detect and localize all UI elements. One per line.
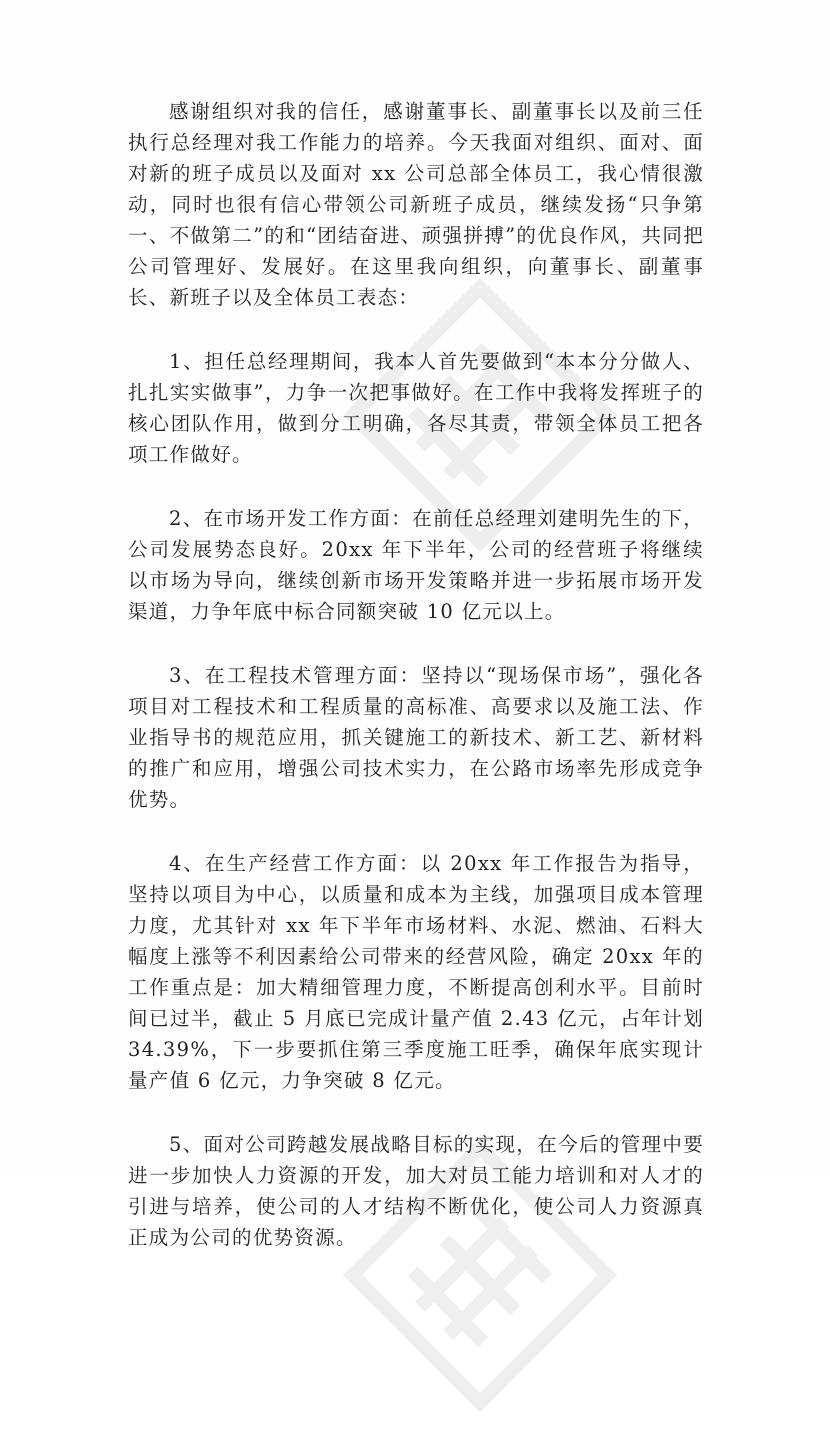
- paragraph-intro: 感谢组织对我的信任，感谢董事长、副董事长以及前三任执行总经理对我工作能力的培养。今天我面对组织、面对、面对新的班子成员以及面对 xx 公司总部全体员工，我心情很激动，同时也很有信心带领公司新班子成员，继续发扬“只争第一、不做第二”的和“团结奋进、顽强拼搏”的优良作风，共同把公司管理好、发展好。在这里我向组织，向董事长、副董事长、新班子以及全体员工表态：: [128, 100, 704, 309]
- paragraph-item-4: 4、在生产经营工作方面：以 20xx 年工作报告为指导，坚持以项目为中心，以质量和成本为主线，加强项目成本管理力度，尤其针对 xx 年下半年市场材料、水泥、燃油、石料大幅度上涨等不利因素给公司带来的经营风险，确定 20xx 年的工作重点是：加大精细管理力度，不断提高创利水平。目前时间已过半，截止 5 月底已完成计量产值 2.43 亿元，占年计划 34.39%，下一步要抓住第三季度施工旺季，确保年底实现计量产值 6 亿元，力争突破 8 亿元。: [128, 852, 704, 1092]
- paragraph-item-3: 3、在工程技术管理方面：坚持以“现场保市场”，强化各项目对工程技术和工程质量的高标准、高要求以及施工法、作业指导书的规范应用，抓关键施工的新技术、新工艺、新材料的推广和应用，增强公司技术实力，在公路市场率先形成竞争优势。: [128, 664, 704, 811]
- paragraph-item-2: 2、在市场开发工作方面：在前任总经理刘建明先生的下，公司发展势态良好。20xx 年下半年，公司的经营班子将继续以市场为导向，继续创新市场开发策略并进一步拓展市场开发渠道，力争年底中标合同额突破 10 亿元以上。: [128, 507, 704, 623]
- paragraph-item-5: 5、面对公司跨越发展战略目标的实现，在今后的管理中要进一步加快人力资源的开发，加大对员工能力培训和对人才的引进与培养，使公司的人才结构不断优化，使公司人力资源真正成为公司的优势资源。: [128, 1133, 704, 1249]
- document-body: [128, 96, 704, 1286]
- paragraph-item-1: 1、担任总经理期间，我本人首先要做到“本本分分做人、扎扎实实做事”，力争一次把事做好。在工作中我将发挥班子的核心团队作用，做到分工明确，各尽其责，带领全体员工把各项工作做好。: [128, 350, 704, 466]
